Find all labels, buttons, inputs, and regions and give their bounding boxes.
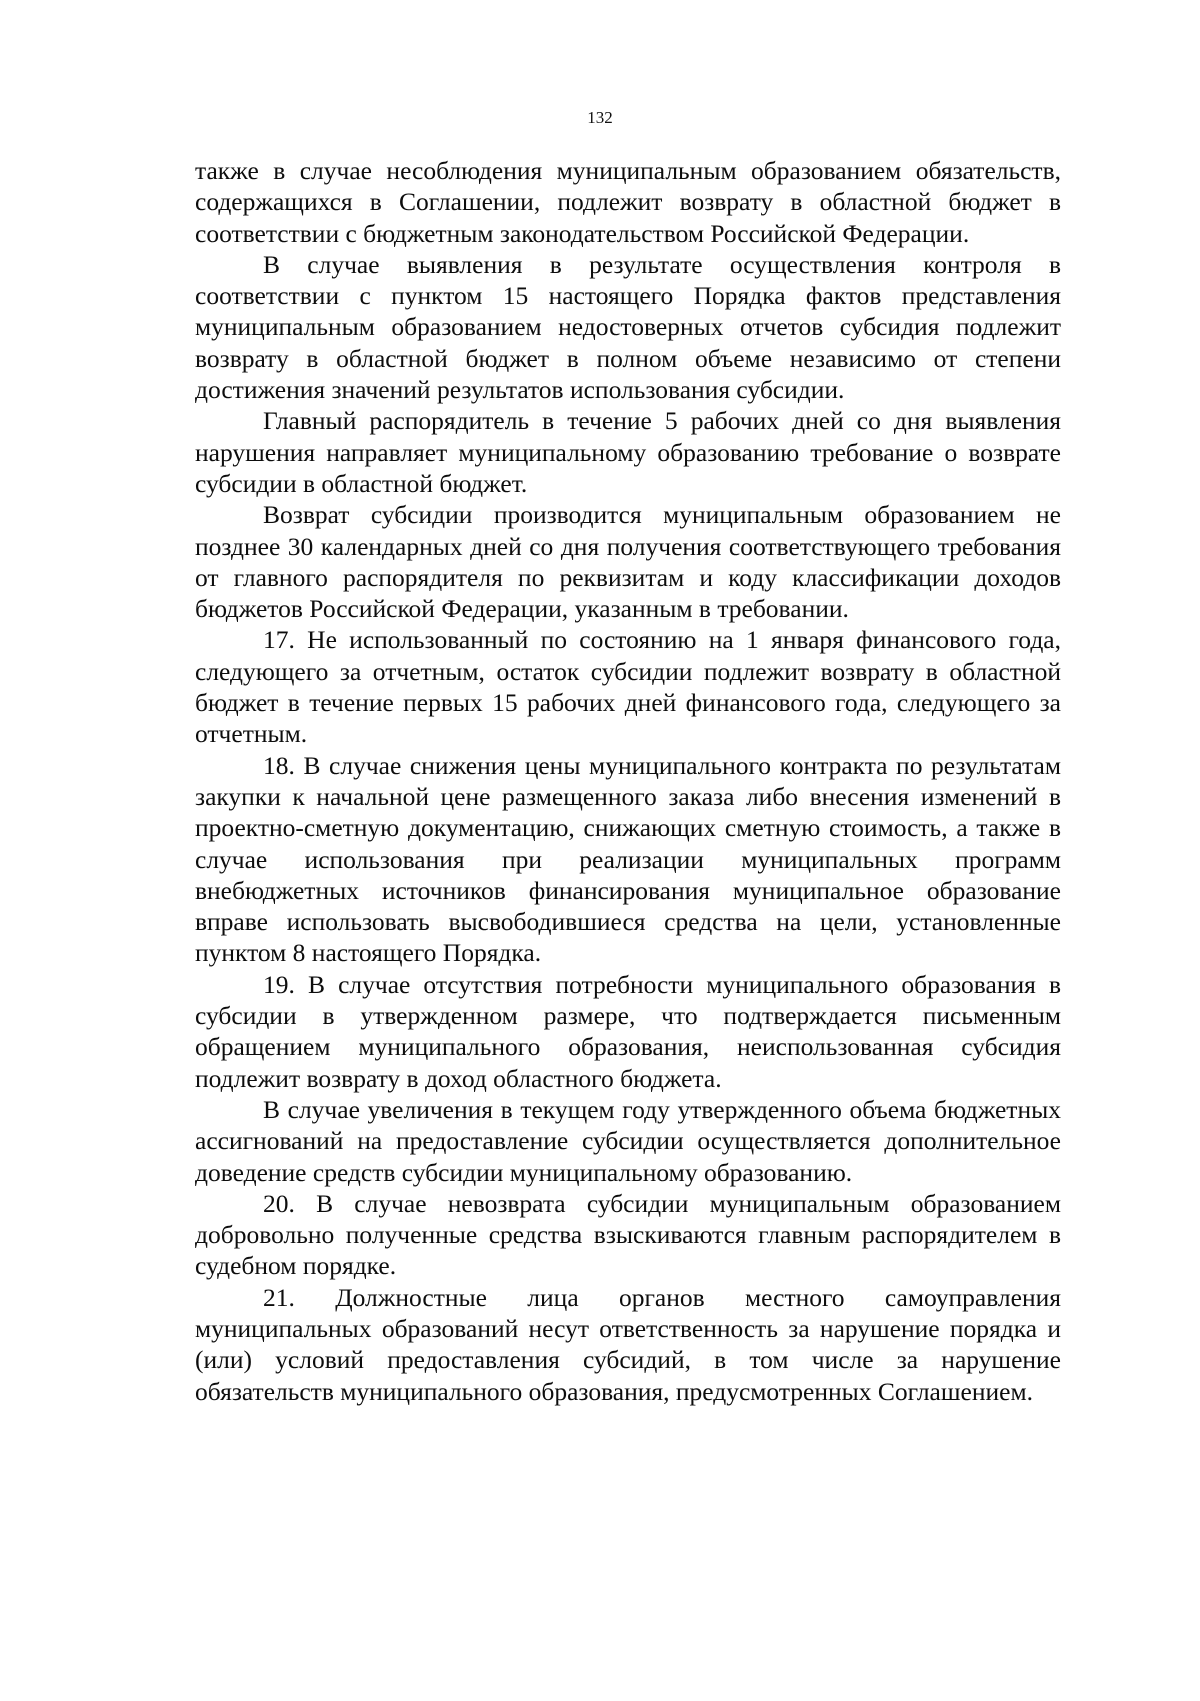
paragraph-allocation-increase: В случае увеличения в текущем году утвержденного объема бюджетных ассигнований на предоставление субсидии осуществляется дополнительное доведение средств субсидии муниципальному образованию. — [195, 1094, 1061, 1187]
paragraph-clause-17: 17. Не использованный по состоянию на 1 января финансового года, следующего за отчетным, остаток субсидии подлежит возврату в областной бюджет в течение первых 15 рабочих дней финансового года, следующего за отчетным. — [195, 625, 1061, 749]
paragraph-refund-deadline: Возврат субсидии производится муниципальным образованием не позднее 30 календарных дней со дня получения соответствующего требования от главного распорядителя по реквизитам и коду классификации доходов бюджетов Российской Федерации, указанным в требовании. — [195, 500, 1061, 624]
page-number: 132 — [587, 108, 613, 127]
paragraph-main-manager-demand: Главный распорядитель в течение 5 рабочих дней со дня выявления нарушения направляет муниципальному образованию требование о возврате субсидии в областной бюджет. — [195, 406, 1061, 498]
document-body — [195, 155, 1061, 1407]
paragraph-clause-18: 18. В случае снижения цены муниципального контракта по результатам закупки к начальной цене размещенного заказа либо внесения изменений в проектно-сметную документацию, снижающих сметную стоимость, а также в случае использования при реализации муниципальных программ внебюджетных источников финансирования муниципальное образование вправе использовать высвободившиеся средства на цели, установленные пунктом 8 настоящего Порядка. — [195, 750, 1061, 968]
paragraph-clause-20: 20. В случае невозврата субсидии муниципальным образованием добровольно полученные средства взыскиваются главным распорядителем в судебном порядке. — [195, 1188, 1061, 1281]
paragraph-clause-19: 19. В случае отсутствия потребности муниципального образования в субсидии в утвержденном размере, что подтверждается письменным обращением муниципального образования, неиспользованная субсидия подлежит возврату в доход областного бюджета. — [195, 969, 1061, 1093]
paragraph-clause-21: 21. Должностные лица органов местного самоуправления муниципальных образований несут ответственность за нарушение порядка и (или) условий предоставления субсидий, в том числе за нарушение обязательств муниципального образования, предусмотренных Соглашением. — [195, 1282, 1061, 1406]
paragraph-continuation: также в случае несоблюдения муниципальным образованием обязательств, содержащихся в Соглашении, подлежит возврату в областной бюджет в соответствии с бюджетным законодательством Российской Федерации. — [195, 156, 1061, 248]
paragraph-control-violation: В случае выявления в результате осуществления контроля в соответствии с пунктом 15 настоящего Порядка фактов представления муниципальным образованием недостоверных отчетов субсидия подлежит возврату в областной бюджет в полном объеме независимо от степени достижения значений результатов использования субсидии. — [195, 249, 1061, 405]
